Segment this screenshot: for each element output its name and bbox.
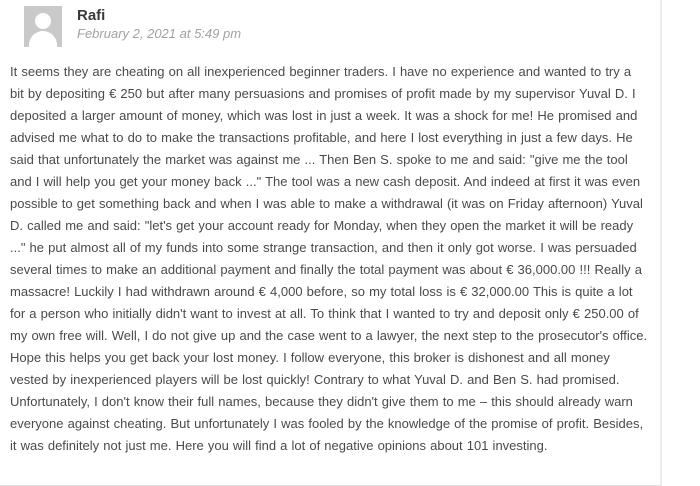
avatar: [24, 6, 62, 47]
comment-body-text: It seems they are cheating on all inexperienced beginner traders. I have no experience and wanted to try a bit by depositing € 250 but after many persuasions and promises of profit made by my supervisor Yuval D. I deposited a larger amount of money, which was lost in just a week. It was a shock for me! He promised and advised me what to do to make the transactions profitable, and here I lost everything in just a few days. He said that unfortunately the market was against me ... Then Ben S. spoke to me and said: "give me the tool and I will help you get your money back ..." The tool was a new cash deposit. And indeed at first it was even possible to get something back and when I was able to make a withdrawal (it was on Friday afternoon) Yuval D. called me and said: "let's get your account ready for Monday, when they open the market it will be ready ..." he put almost all of my funds into some strange transaction, and then it only got worse. I was persuaded several times to make an additional payment and finally the total payment was about € 36,000.00 !!! Really a massacre! Luckily I had withdrawn around € 4,000 before, so my total loss is € 32,000.00 This is quite a lot for a person who initially didn't want to invest at all. To think that I wanted to try and deposit only € 250.00 of my own free will. Well, I do not give up and the case went to a lawyer, the next step to the prosecutor's office. Hope this helps you get back your lost money. I follow everyone, this broker is dishonest and all money vested by inexperienced players will be lost quickly! Contrary to what Yuval D. and Ben S. had promised. Unfortunately, I don't know their full names, because they didn't give them to me – this should already warn everyone against cheating. But unfortunately I was fooled by the knowledge of the promise of profit. Besides, it was definitely not just me. Here you will find a lot of negative opinions about 101 investing.: [10, 64, 648, 453]
comment-meta: [77, 6, 241, 43]
person-silhouette-icon: [35, 13, 51, 29]
person-silhouette-icon: [29, 31, 57, 47]
comment-author-name: Rafi: [77, 7, 106, 24]
comment-header: [24, 6, 648, 48]
comment-date: February 2, 2021 at 5:49 pm: [77, 26, 242, 41]
